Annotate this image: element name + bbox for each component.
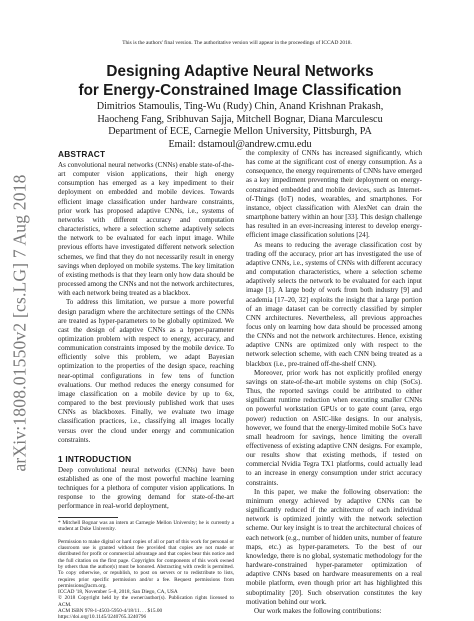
right-paragraph-2: As means to reducing the average classification cost by trading off the accuracy, prior art has investigated the use of adaptive CNNs, i.e., systems of CNNs with different accuracy and computation characteristics, where a selection scheme adaptively selects the network to be evaluated for each input image [1]. A large body of work from both industry [9] and academia [17–20, 32] exploits the insight that a large portion of an image dataset can be correctly classified by simpler CNN architectures. Nevertheless, all previous approaches focus only on learning how data should be processed among the CNNs and not the network architectures. Hence, existing adaptive CNNs are optimized only with respect to the network selection scheme, with each CNN being treated as a blackbox (i.e., pre-trained off-the-shelf CNN). (246, 240, 422, 368)
right-column (246, 149, 422, 616)
abstract-heading: ABSTRACT (58, 149, 106, 159)
title-line-2: for Energy-Constrained Image Classification (78, 82, 402, 99)
publication-notice: This is the authors' final version. The authoritative version will appear in the proceedings of ICCAD 2018. (122, 40, 352, 46)
email[interactable]: Email: dstamoul@andrew.cmu.edu (168, 138, 312, 150)
title-line-1: Designing Adaptive Neural Networks (106, 63, 374, 80)
permission-block (58, 539, 234, 621)
author-block (60, 101, 420, 151)
arxiv-identifier: arXiv:1808.01550v2 [cs.LG] 7 Aug 2018 (9, 174, 30, 472)
authors-line-2: Haocheng Fang, Sribhuvan Sajja, Mitchell Bognar, Diana Marculescu (97, 113, 383, 125)
right-paragraph-4: In this paper, we make the following observation: the minimum energy achieved by adaptive CNNs can be significantly reduced if the architecture of each individual network is optimized jointly with the network selection scheme. Our key insight is to treat the architectural choices of each network (e.g., number of hidden units, number of feature maps, etc.) as hyper-parameters. To the best of our knowledge, there is no global, systematic methodology for the hardware-constrained hyper-parameter optimization of adaptive CNNs based on hardware measurements on a real mobile platform, even though prior art has highlighted this suboptimality [20]. Such observation constitutes the key motivation behind our work. (246, 487, 422, 606)
copyright-line: © 2018 Copyright held by the owner/author(s). Publication rights licensed to ACM. (58, 595, 234, 608)
affiliation: Department of ECE, Carnegie Mellon University, Pittsburgh, PA (108, 126, 372, 138)
author-footnote: * Mitchell Bognar was an intern at Carnegie Mellon University; he is currently a student at Duke University. (58, 519, 234, 533)
introduction-heading: 1 INTRODUCTION (58, 453, 132, 464)
left-column (58, 149, 234, 621)
permission-text: Permission to make digital or hard copies of all or part of this work for personal or classroom use is granted without fee provided that copies are not made or distributed for profit or commercial advantage and that copies bear this notice and the full citation on the first page. Copyrights for components of this work owned by others than the author(s) must be honored. Abstracting with credit is permitted. To copy otherwise, or republish, to post on servers or to redistribute to lists, requires prior specific permission and/or a fee. Request permissions from permissions@acm.org. (58, 538, 234, 589)
introduction-paragraph-1: Deep convolutional neural networks (CNNs) have been established as one of the most powerful machine learning techniques for a plethora of computer vision applications. In response to the growing demand for state-of-the-art performance in real-world deployment, (58, 465, 234, 511)
right-paragraph-5: Our work makes the following contributions: (254, 606, 382, 615)
arxiv-sidebar-stamp[interactable] (6, 88, 34, 558)
right-paragraph-3: Moreover, prior work has not explicitly profiled energy savings on state-of-the-art mobile systems on chip (SoCs). Thus, the reported savings could be attributed to either significant runtime reduction when executing smaller CNNs on powerful workstation GPUs or to gate count (area, ergo power) reduction on ASIC-like designs. In our analysis, however, we found that the energy-limited mobile SoCs have small headroom for savings, hence limiting the overall effectiveness of existing adaptive CNN designs. For example, our results show that existing methods, if tested on commercial Nvidia Tegra TX1 platforms, could actually lead to an increase in energy consumption under strict accuracy constraints. (246, 368, 422, 487)
authors-line-1: Dimitrios Stamoulis, Ting-Wu (Rudy) Chin, Anand Krishnan Prakash, (96, 101, 384, 112)
paper-title (60, 62, 420, 100)
doi-link[interactable]: https://doi.org/10.1145/3240765.3240796 (58, 614, 147, 621)
footnote-rule (58, 517, 118, 518)
venue-line: ICCAD '18, November 5–8, 2018, San Diego, CA, USA (58, 589, 178, 596)
abstract-paragraph-2: To address this limitation, we pursue a more powerful design paradigm where the architecture settings of the CNNs are treated as hyper-parameters to be globally optimized. We cast the design of adaptive CNNs as a hyper-parameter optimization problem with respect to energy, accuracy, and communication constraints imposed by the mobile device. To efficiently solve this problem, we adapt Bayesian optimization to the properties of the design space, reaching near-optimal configurations in few tens of function evaluations. Our method reduces the energy consumed for image classification on a mobile device by up to 6x, compared to the best previously published work that uses CNNs as blackboxes. Finally, we evaluate two image classification practices, i.e., classifying all images locally versus over the cloud under energy and communication constraints. (58, 298, 234, 444)
right-paragraph-1: the complexity of CNNs has increased significantly, which has come at the significant cost of energy consumption. As a consequence, the energy requirements of CNNs have emerged as a key impediment preventing their deployment on energy-constrained embedded and mobile devices, such as Internet-of-Things (IoT) nodes, wearables, and smartphones. For instance, object classification with AlexNet can drain the smartphone battery within an hour [33]. This design challenge has resulted in an ever-increasing interest to develop energy-efficient image classification solutions [24]. (246, 149, 422, 240)
acm-isbn-line: ACM ISBN 978-1-4503-5950-4/18/11. . . $15.00 (58, 608, 163, 615)
abstract-paragraph-1: As convolutional neural networks (CNNs) enable state-of-the-art computer vision applications, their high energy consumption has emerged as a key impediment to their deployment on embedded and mobile devices. Towards efficient image classification under hardware constraints, prior work has proposed adaptive CNNs, i.e., systems of networks with different accuracy and computation characteristics, where a selection scheme adaptively selects the network to be evaluated for each input image. While previous efforts have investigated different network selection schemes, we find that they do not necessarily result in energy savings when deployed on mobile systems. The key limitation of existing methods is that they learn only how data should be processed among the CNNs and not the network architectures, with each network being treated as a blackbox. (58, 161, 234, 298)
